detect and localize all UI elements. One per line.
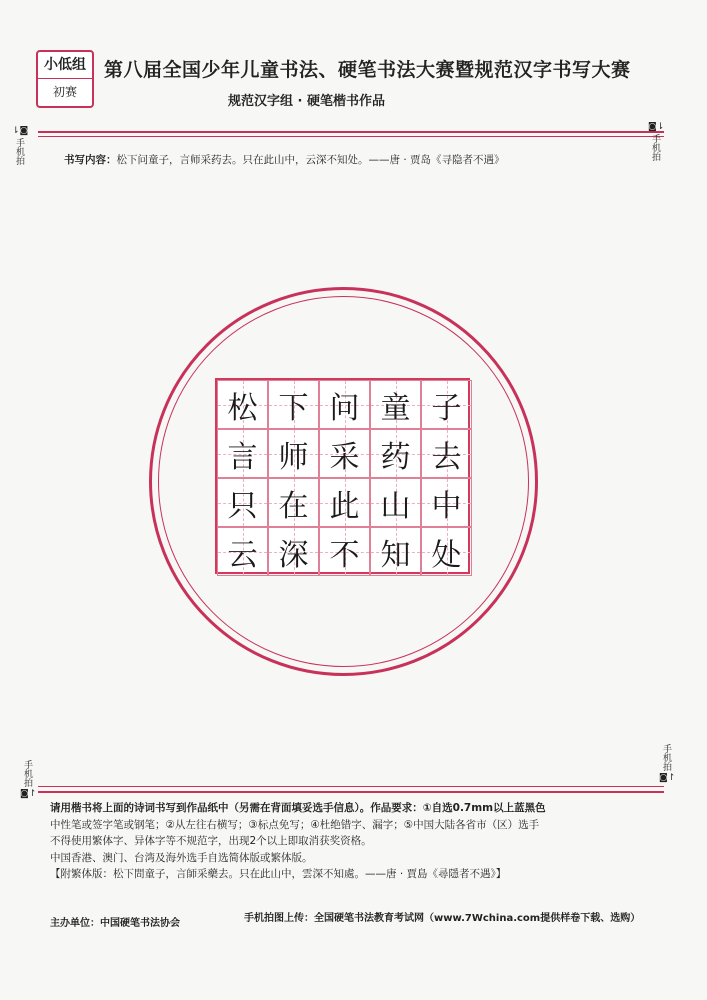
grid-cell xyxy=(217,478,268,527)
grid-character: 松 xyxy=(227,390,258,426)
corner-mark-bottom-left xyxy=(20,760,37,799)
group-label: 小低组 xyxy=(38,52,92,79)
grid-cell xyxy=(217,527,268,576)
grid-cell xyxy=(370,478,421,527)
writing-content-text: 松下问童子，言师采药去。只在此山中，云深不知处。——唐 · 贾岛《寻隐者不遇》 xyxy=(116,154,505,166)
camera-icon: ◙↾ xyxy=(20,789,37,799)
grid-character: 中 xyxy=(431,488,462,524)
grid-cell xyxy=(268,527,319,576)
writing-content-line xyxy=(64,152,505,167)
instruction-line: 不得使用繁体字、异体字等不规范字，出现2个以上即取消获奖资格。 xyxy=(50,835,372,847)
grid-cell xyxy=(268,380,319,429)
group-badge xyxy=(36,50,94,108)
grid-cell xyxy=(319,429,370,478)
grid-character: 知 xyxy=(380,537,411,573)
grid-cell xyxy=(319,478,370,527)
camera-icon: ⇂◙ xyxy=(12,126,29,136)
bottom-rule-line xyxy=(38,791,664,793)
grid-character: 采 xyxy=(329,439,360,475)
instruction-line: 【附繁体版：松下問童子，言師采藥去。只在此山中，雲深不知處。——唐 · 賈島《尋隱者不遇》】 xyxy=(50,868,507,880)
grid-character: 去 xyxy=(431,439,462,475)
grid-cell xyxy=(370,429,421,478)
grid-cell xyxy=(319,527,370,576)
grid-character: 童 xyxy=(380,390,411,426)
grid-character: 药 xyxy=(380,439,411,475)
grid-character: 山 xyxy=(380,488,411,524)
footer-organizer: 主办单位：中国硬笔书法协会 xyxy=(50,918,180,929)
camera-icon: ◙↾ xyxy=(659,773,676,783)
grid-character: 深 xyxy=(278,537,309,573)
grid-cell xyxy=(268,429,319,478)
phone-capture-label: 手机拍 xyxy=(661,744,671,771)
grid-character: 此 xyxy=(329,488,360,524)
phone-capture-label: 手机拍 xyxy=(22,760,32,787)
grid-character: 在 xyxy=(278,488,309,524)
page-subtitle: 规范汉字组 · 硬笔楷书作品 xyxy=(228,94,385,109)
instruction-line: 中性笔或签字笔或钢笔；②从左往右横写；③标点免写；④杜绝错字、漏字；⑤中国大陆各省市（区）选手 xyxy=(50,818,540,831)
instructions-block xyxy=(50,800,665,883)
grid-character: 言 xyxy=(227,439,258,475)
grid-cell xyxy=(421,380,472,429)
grid-character: 师 xyxy=(278,439,309,475)
grid-cell xyxy=(268,478,319,527)
writing-content-label: 书写内容： xyxy=(64,154,117,166)
top-rule-line-thin xyxy=(38,136,664,137)
grid-character: 处 xyxy=(431,537,462,573)
grid-character: 问 xyxy=(329,390,360,426)
camera-icon: ◙⇂ xyxy=(648,122,665,132)
grid-cell xyxy=(370,380,421,429)
grid-character: 下 xyxy=(278,390,309,426)
grid-cell xyxy=(319,380,370,429)
page-title: 第八届全国少年儿童书法、硬笔书法大赛暨规范汉字书写大赛 xyxy=(104,59,631,81)
phone-capture-label: 手机拍 xyxy=(650,134,660,161)
grid-cell xyxy=(421,527,472,576)
grid-cell xyxy=(217,380,268,429)
instruction-line: 请用楷书将上面的诗词书写到作品纸中（另需在背面填妥选手信息）。作品要求：①自选0.7mm以上蓝黑色 xyxy=(50,802,546,814)
grid-cell xyxy=(421,478,472,527)
bottom-rule-line-thin xyxy=(38,786,664,787)
grid-character: 云 xyxy=(227,537,258,573)
top-rule-line xyxy=(38,131,664,133)
corner-mark-top-right xyxy=(648,122,665,161)
grid-cell xyxy=(217,429,268,478)
phone-capture-label: 手机拍 xyxy=(14,138,24,165)
footer-upload-info: 手机拍图上传：全国硬笔书法教育考试网（www.7Wchina.com提供样卷下载、选购） xyxy=(244,913,641,924)
corner-mark-bottom-right xyxy=(659,744,676,783)
instruction-line: 中国香港、澳门、台湾及海外选手自选简体版或繁体版。 xyxy=(50,851,313,864)
character-grid xyxy=(215,378,470,574)
grid-character: 不 xyxy=(329,537,360,573)
grid-character: 子 xyxy=(431,390,462,426)
round-label: 初赛 xyxy=(52,85,77,99)
grid-cell xyxy=(421,429,472,478)
corner-mark-top-left xyxy=(12,126,29,165)
grid-cell xyxy=(370,527,421,576)
grid-character: 只 xyxy=(227,488,258,524)
